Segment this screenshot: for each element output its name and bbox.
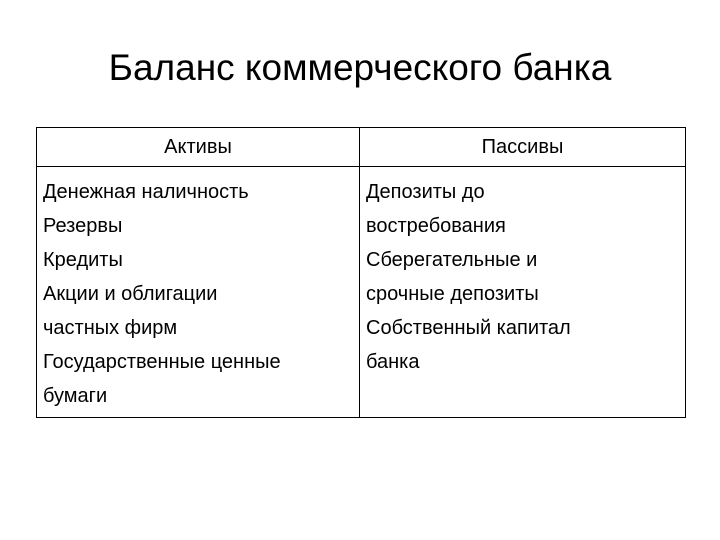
liabilities-line: Депозиты до bbox=[366, 181, 485, 203]
table-header-row bbox=[37, 128, 686, 167]
liabilities-line: срочные депозиты bbox=[366, 283, 539, 305]
balance-table bbox=[36, 127, 686, 418]
assets-line: частных фирм bbox=[43, 317, 178, 339]
liabilities-line: банка bbox=[366, 351, 420, 373]
liabilities-line: востребования bbox=[366, 215, 506, 237]
assets-cell bbox=[37, 167, 360, 418]
assets-line: Акции и облигации bbox=[43, 283, 218, 305]
assets-line: Государственные ценные bbox=[43, 351, 281, 373]
assets-line: Денежная наличность bbox=[43, 181, 249, 203]
liabilities-line: Собственный капитал bbox=[366, 317, 571, 339]
header-assets: Активы bbox=[37, 128, 360, 167]
liabilities-cell bbox=[360, 167, 686, 418]
table-row bbox=[37, 167, 686, 418]
header-liabilities: Пассивы bbox=[360, 128, 686, 167]
assets-line: бумаги bbox=[43, 385, 108, 407]
assets-line: Резервы bbox=[43, 215, 123, 237]
liabilities-line: Сберегательные и bbox=[366, 249, 538, 271]
slide-title: Баланс коммерческого банка bbox=[108, 47, 612, 88]
assets-line: Кредиты bbox=[43, 249, 123, 271]
